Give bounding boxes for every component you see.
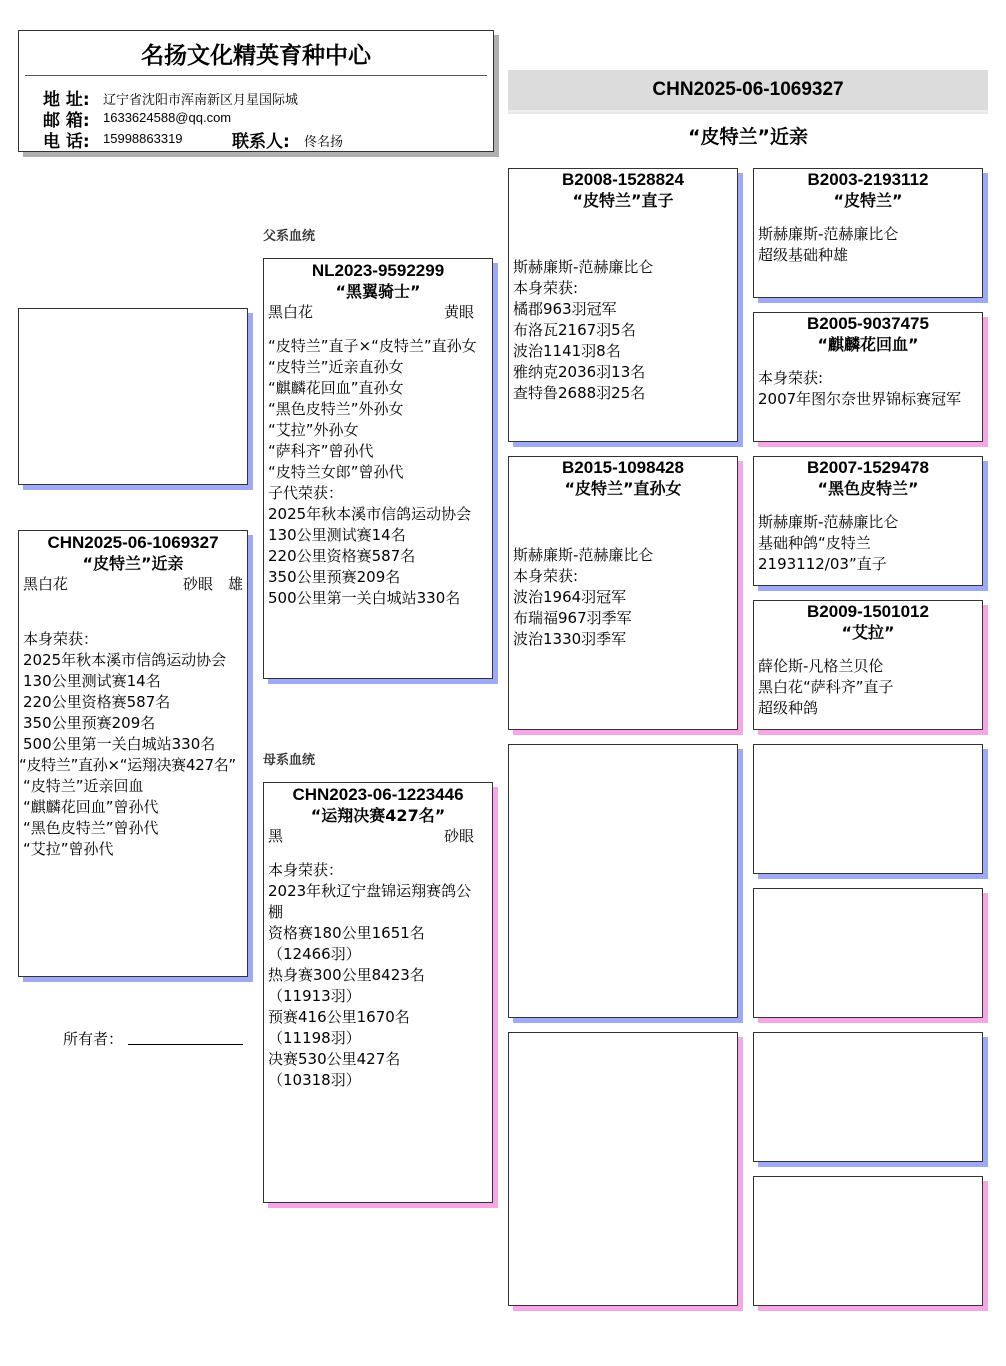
email-label: 邮 箱: — [43, 111, 90, 131]
ss-line: 本身荣获: — [513, 279, 579, 297]
sire-line-label: 父系血统 — [263, 229, 316, 244]
email-value: 1633624588@qq.com — [103, 110, 232, 125]
sds-name: “黑色皮特兰” — [817, 479, 919, 498]
breeder-header-card — [18, 30, 494, 152]
breeder-title: 名扬文化精英育种中心 — [141, 43, 371, 69]
granddam-maternal-card — [508, 1032, 738, 1306]
sire-line: “萨科齐”曾孙代 — [268, 442, 374, 460]
subject-line: “麒麟花回血”曾孙代 — [23, 798, 159, 816]
sire-line: 子代荣获： — [268, 484, 344, 502]
dam-line: 本身荣获： — [268, 861, 344, 879]
owner-signature-line[interactable] — [128, 1044, 243, 1045]
dam-line: （11198羽） — [268, 1029, 361, 1047]
phone-label: 电 话: — [43, 132, 90, 152]
sire-line: “皮特兰”直子×“皮特兰”直孙女 — [268, 337, 477, 355]
ssd-card — [753, 312, 983, 442]
sire-line: “黑色皮特兰”外孙女 — [268, 400, 404, 418]
top-ring-number: CHN2025-06-1069327 — [652, 79, 844, 100]
dam-card — [263, 782, 493, 1203]
subject-ring: CHN2025-06-1069327 — [47, 533, 219, 552]
sire-line: “皮特兰”近亲直孙女 — [268, 358, 404, 376]
phone-value: 15998863319 — [103, 131, 183, 146]
sds-ring: B2007-1529478 — [807, 458, 929, 477]
top-divider — [508, 112, 988, 114]
sss-ring: B2003-2193112 — [807, 170, 929, 189]
sire-line: “麒麟花回血”直孙女 — [268, 379, 404, 397]
subject-line: “皮特兰”直孙×“运翔决赛427名” — [19, 756, 236, 774]
top-bird-name: “皮特兰”近亲 — [688, 126, 808, 148]
subject-name: “皮特兰”近亲 — [82, 554, 184, 573]
sire-line: 130公里测试赛14名 — [268, 526, 406, 544]
dam-line: 棚 — [268, 903, 284, 921]
subject-card — [18, 530, 248, 977]
subject-line: “艾拉”曾孙代 — [23, 840, 114, 858]
pigeon-photo-placeholder — [18, 308, 248, 485]
subject-line: 350公里预赛209名 — [23, 714, 156, 732]
grandsire-maternal-card — [508, 744, 738, 1018]
grandsire-paternal-card — [508, 168, 738, 442]
sire-ring: NL2023-9592299 — [311, 261, 445, 280]
subject-eye-sex: 砂眼 雄 — [182, 575, 243, 593]
sss-name: “皮特兰” — [833, 191, 903, 210]
sire-line: 220公里资格赛587名 — [268, 547, 416, 565]
contact-value: 佟名扬 — [304, 134, 344, 149]
dam-color: 黑 — [268, 827, 284, 845]
subject-line: 130公里测试赛14名 — [23, 672, 161, 690]
sire-eye: 黄眼 — [443, 303, 474, 321]
subject-line: “皮特兰”近亲回血 — [23, 777, 144, 795]
contact-label: 联系人: — [232, 132, 290, 152]
dam-line: 资格赛180公里1651名 — [268, 924, 425, 942]
sd-name: “皮特兰”直孙女 — [564, 479, 682, 498]
owner-label: 所有者： — [63, 1030, 124, 1048]
sss-card — [753, 168, 983, 298]
dam-line: 2023年秋辽宁盘锦运翔赛鸽公 — [268, 882, 472, 900]
sire-line: 2025年秋本溪市信鸽运动协会 — [268, 505, 472, 523]
dss-card — [753, 744, 983, 874]
sire-name: “黑翼骑士” — [335, 282, 421, 301]
dam-name: “运翔决赛427名” — [310, 806, 446, 825]
address-value: 辽宁省沈阳市浑南新区月星国际城 — [103, 92, 299, 107]
subject-lines — [19, 629, 247, 860]
dam-line: （11913羽） — [268, 987, 361, 1005]
subject-line: 220公里资格赛587名 — [23, 693, 171, 711]
sdd-ring: B2009-1501012 — [807, 602, 929, 621]
subject-line: 2025年秋本溪市信鸽运动协会 — [23, 651, 227, 669]
sds-line: 斯赫廉斯-范赫廉比仑 — [758, 513, 899, 531]
ss-line: 布洛瓦2167羽5名 — [513, 321, 636, 339]
sire-card — [263, 258, 493, 679]
dsd-card — [753, 888, 983, 1018]
ssd-name: “麒麟花回血” — [817, 335, 919, 354]
ss-line: 橘郡963羽冠军 — [513, 300, 617, 318]
dam-line: 预赛416公里1670名 — [268, 1008, 410, 1026]
ss-ring: B2008-1528824 — [562, 170, 684, 189]
sd-line: 波治1964羽冠军 — [513, 588, 627, 606]
ss-line: 雅纳克2036羽13名 — [513, 363, 646, 381]
sire-color: 黑白花 — [268, 303, 314, 321]
sd-line: 布瑞福967羽季军 — [513, 609, 632, 627]
ss-line: 查特鲁2688羽25名 — [513, 384, 646, 402]
subject-line: 本身荣获： — [23, 630, 99, 648]
sdd-line: 薛伦斯-凡格兰贝伦 — [758, 657, 884, 675]
sds-card — [753, 456, 983, 586]
ss-line: 斯赫廉斯-范赫廉比仑 — [513, 258, 654, 276]
dam-line: 决赛530公里427名 — [268, 1050, 401, 1068]
dam-line-label: 母系血统 — [263, 753, 316, 768]
ss-name: “皮特兰”直子 — [572, 191, 674, 210]
sdd-line: 黑白花“萨科齐”直子 — [758, 678, 894, 696]
sire-line: “皮特兰女郎”曾孙代 — [268, 463, 404, 481]
subject-color: 黑白花 — [23, 575, 69, 593]
sire-line: 500公里第一关白城站330名 — [268, 589, 461, 607]
sire-lines — [264, 336, 492, 609]
sds-line: 基础种鸽“皮特兰 — [758, 534, 871, 552]
dam-ring: CHN2023-06-1223446 — [292, 785, 464, 804]
sd-ring: B2015-1098428 — [562, 458, 684, 477]
sd-line: 本身荣获: — [513, 567, 579, 585]
sd-line: 斯赫廉斯-范赫廉比仑 — [513, 546, 654, 564]
dam-line: （12466羽） — [268, 945, 361, 963]
dam-lines — [264, 860, 492, 1091]
ssd-line: 2007年图尔奈世界锦标赛冠军 — [758, 390, 962, 408]
address-label: 地 址: — [43, 90, 90, 110]
sire-line: “艾拉”外孙女 — [268, 421, 359, 439]
dam-line: 热身赛300公里8423名 — [268, 966, 425, 984]
ssd-line: 本身荣获: — [758, 369, 824, 387]
ssd-ring: B2005-9037475 — [807, 314, 929, 333]
granddam-paternal-card — [508, 456, 738, 730]
sd-line: 波治1330羽季军 — [513, 630, 627, 648]
subject-line: “黑色皮特兰”曾孙代 — [23, 819, 159, 837]
header-divider — [25, 75, 487, 76]
sss-line: 超级基础种雄 — [758, 246, 849, 264]
top-ring-bar — [508, 70, 988, 112]
ss-line: 波治1141羽8名 — [513, 342, 621, 360]
ddd-card — [753, 1176, 983, 1306]
sdd-name: “艾拉” — [841, 623, 895, 642]
sss-line: 斯赫廉斯-范赫廉比仑 — [758, 225, 899, 243]
dds-card — [753, 1032, 983, 1162]
sdd-card — [753, 600, 983, 730]
sire-line: 350公里预赛209名 — [268, 568, 401, 586]
sds-line: 2193112/03”直子 — [758, 555, 887, 573]
dam-eye: 砂眼 — [443, 827, 474, 845]
dam-line: （10318羽） — [268, 1071, 361, 1089]
sdd-line: 超级种鸽 — [758, 699, 819, 717]
subject-line: 500公里第一关白城站330名 — [23, 735, 216, 753]
